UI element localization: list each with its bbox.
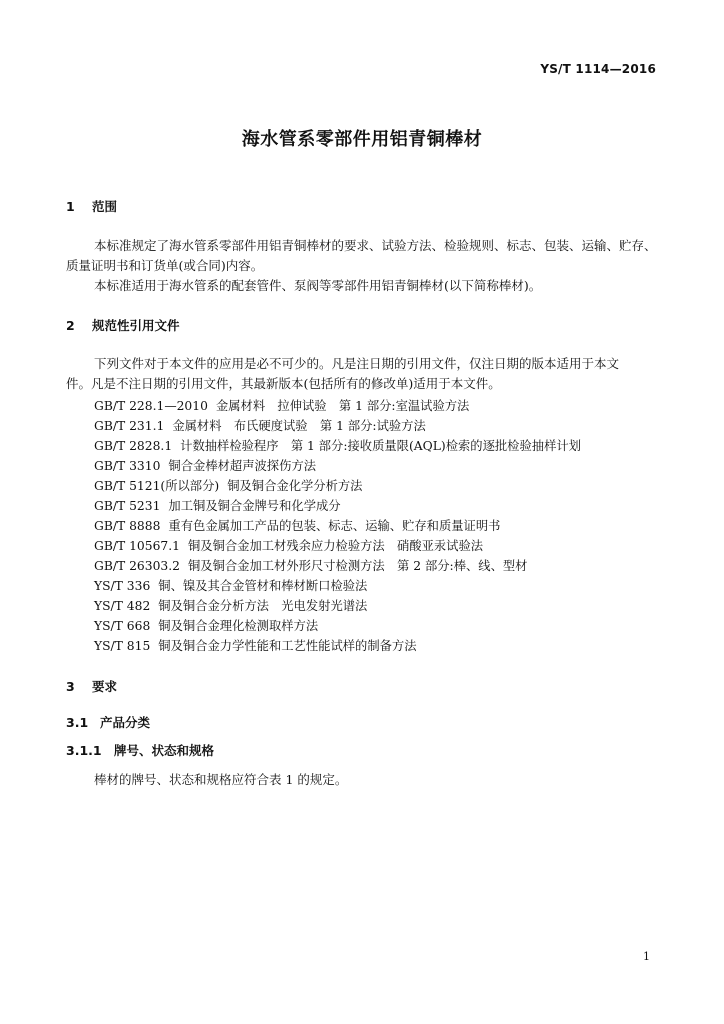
reference-code: GB/T 5121(所以部分) (94, 479, 220, 493)
section-3-1-1-heading (66, 741, 214, 759)
standard-code: YS/T 1114—2016 (540, 62, 656, 76)
reference-title: 金属材料 布氏硬度试验 第 1 部分:试验方法 (172, 419, 426, 433)
reference-item (94, 436, 581, 454)
section-title: 范围 (92, 199, 118, 214)
reference-code: YS/T 482 (94, 599, 151, 613)
reference-title: 铜及铜合金分析方法 光电发射光谱法 (158, 599, 368, 613)
document-title: 海水管系零部件用铝青铜棒材 (241, 129, 483, 150)
section-title: 规范性引用文件 (92, 318, 180, 333)
section-title: 产品分类 (100, 715, 151, 730)
section-2-heading (66, 316, 180, 334)
reference-code: GB/T 10567.1 (94, 539, 180, 553)
reference-title: 铜合金棒材超声波探伤方法 (168, 459, 316, 473)
reference-item (94, 576, 367, 594)
reference-code: GB/T 8888 (94, 519, 161, 533)
reference-item (94, 536, 483, 554)
reference-title: 铜及铜合金理化检测取样方法 (158, 619, 319, 633)
section-title: 牌号、状态和规格 (114, 743, 215, 758)
reference-code: GB/T 26303.2 (94, 559, 180, 573)
reference-code: GB/T 3310 (94, 459, 161, 473)
reference-item (94, 456, 316, 474)
reference-title: 重有色金属加工产品的包装、标志、运输、贮存和质量证明书 (168, 519, 501, 533)
section-3-heading (66, 677, 117, 695)
reference-title: 铜及铜合金力学性能和工艺性能试样的制备方法 (158, 639, 417, 653)
section-3-1-heading (66, 713, 150, 731)
reference-code: YS/T 668 (94, 619, 151, 633)
reference-code: YS/T 815 (94, 639, 151, 653)
section-number: 3.1.1 (66, 743, 102, 758)
section-3-para: 棒材的牌号、状态和规格应符合表 1 的规定。 (94, 772, 348, 787)
reference-title: 铜及铜合金化学分析方法 (227, 479, 363, 493)
reference-code: YS/T 336 (94, 579, 151, 593)
section-title: 要求 (92, 679, 118, 694)
section-2-intro-line2: 件。凡是不注日期的引用文件，其最新版本(包括所有的修改单)适用于本文件。 (66, 376, 501, 391)
reference-title: 铜及铜合金加工材残余应力检验方法 硝酸亚汞试验法 (187, 539, 484, 553)
section-1-para2: 本标准适用于海水管系的配套管件、泵阀等零部件用铝青铜棒材(以下简称棒材)。 (94, 278, 542, 293)
section-number: 3 (66, 679, 75, 694)
section-number: 1 (66, 199, 75, 214)
section-number: 2 (66, 318, 75, 333)
reference-code: GB/T 5231 (94, 499, 161, 513)
reference-title: 金属材料 拉伸试验 第 1 部分:室温试验方法 (215, 399, 470, 413)
reference-item (94, 416, 426, 434)
reference-item (94, 516, 500, 534)
reference-code: GB/T 2828.1 (94, 439, 173, 453)
reference-item (94, 596, 367, 614)
section-number: 3.1 (66, 715, 89, 730)
reference-item (94, 396, 469, 414)
reference-item (94, 476, 362, 494)
reference-item (94, 496, 341, 514)
reference-item (94, 616, 318, 634)
section-2-intro-line1: 下列文件对于本文件的应用是必不可少的。凡是注日期的引用文件，仅注日期的版本适用于本文 (94, 356, 620, 371)
section-1-heading (66, 197, 117, 215)
reference-code: GB/T 231.1 (94, 419, 165, 433)
section-1-para1-line1: 本标准规定了海水管系零部件用铝青铜棒材的要求、试验方法、检验规则、标志、包装、运输、贮存、 (94, 238, 657, 253)
reference-code: GB/T 228.1—2010 (94, 399, 208, 413)
section-1-para1-line2: 质量证明书和订货单(或合同)内容。 (66, 258, 264, 273)
reference-item (94, 636, 417, 654)
reference-title: 计数抽样检验程序 第 1 部分:接收质量限(AQL)检索的逐批检验抽样计划 (180, 439, 581, 453)
reference-item (94, 556, 527, 574)
page-number: 1 (643, 950, 650, 963)
reference-title: 加工铜及铜合金牌号和化学成分 (168, 499, 341, 513)
reference-title: 铜及铜合金加工材外形尺寸检测方法 第 2 部分:棒、线、型材 (187, 559, 528, 573)
reference-title: 铜、镍及其合金管材和棒材断口检验法 (158, 579, 368, 593)
